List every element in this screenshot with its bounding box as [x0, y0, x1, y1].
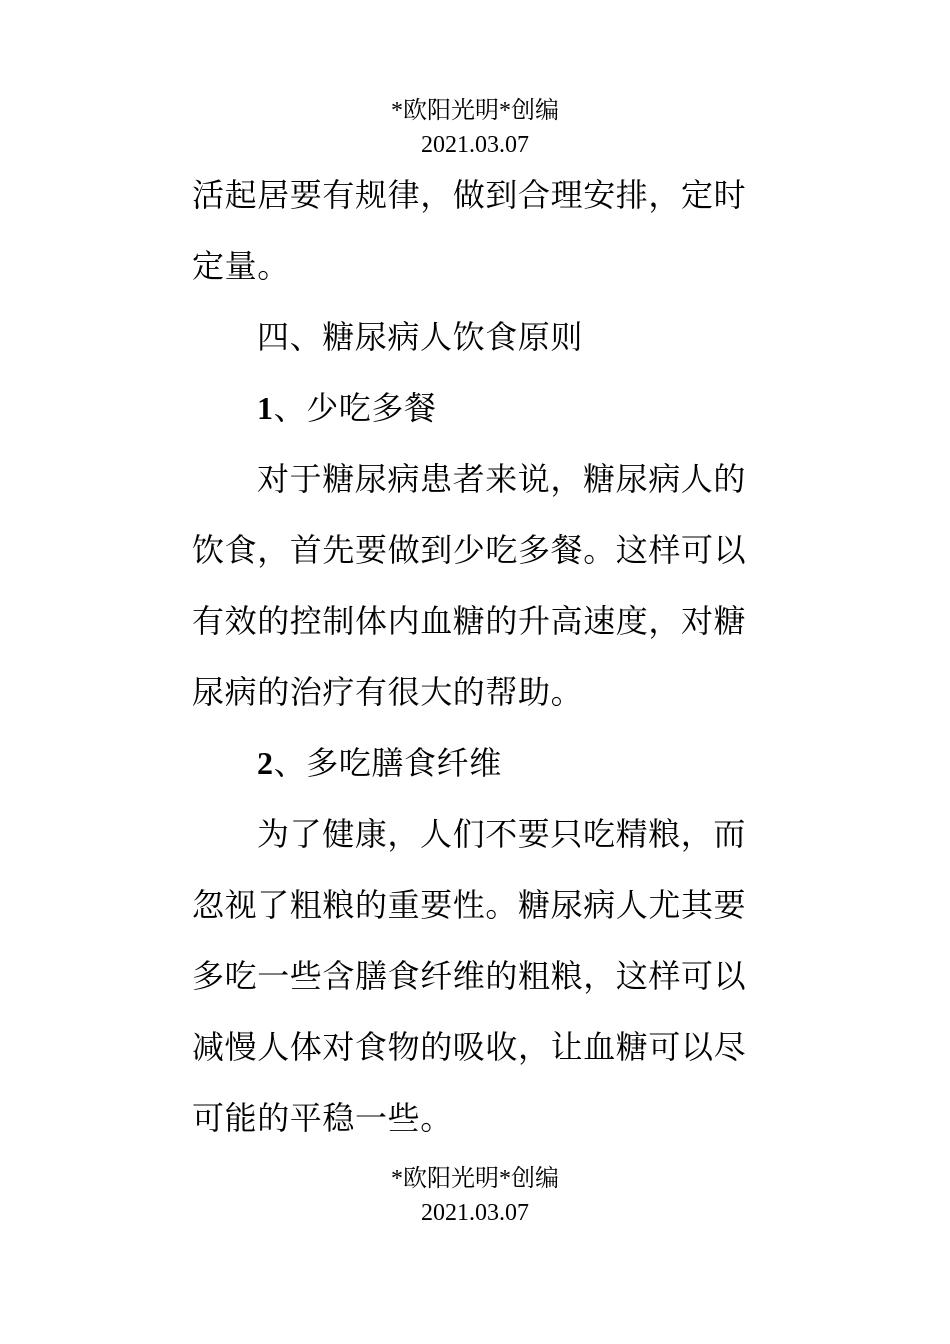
footer-author: *欧阳光明*创编: [391, 1166, 559, 1192]
page-footer: [0, 1162, 950, 1230]
paragraph-line: 为了健康，人们不要只吃精粮，而: [257, 815, 747, 853]
paragraph-line: 定量。: [192, 247, 290, 285]
item-title: 、多吃膳食纤维: [273, 744, 502, 782]
item-title: 、少吃多餐: [273, 389, 437, 427]
paragraph-line: 可能的平稳一些。: [192, 1099, 453, 1137]
paragraph-line: 饮食，首先要做到少吃多餐。这样可以: [192, 531, 747, 569]
page-header: [0, 94, 950, 162]
item-number: 1: [257, 390, 274, 426]
paragraph-line: 对于糖尿病患者来说，糖尿病人的: [257, 460, 747, 498]
footer-date: 2021.03.07: [421, 1200, 529, 1226]
header-date: 2021.03.07: [421, 132, 529, 158]
paragraph-line: 活起居要有规律，做到合理安排，定时: [192, 176, 747, 214]
paragraph-line: 减慢人体对食物的吸收，让血糖可以尽: [192, 1028, 747, 1066]
paragraph-line: 尿病的治疗有很大的帮助。: [192, 673, 584, 711]
header-author: *欧阳光明*创编: [391, 98, 559, 124]
section-title: 四、糖尿病人饮食原则: [257, 318, 584, 356]
paragraph-line: 有效的控制体内血糖的升高速度，对糖: [192, 602, 747, 640]
item-heading-1: [192, 373, 762, 444]
item-number: 2: [257, 745, 274, 781]
document-body: [192, 160, 762, 1154]
paragraph-line: 忽视了粗粮的重要性。糖尿病人尤其要: [192, 886, 747, 924]
paragraph-line: 多吃一些含膳食纤维的粗粮，这样可以: [192, 957, 747, 995]
item-heading-2: [192, 728, 762, 799]
